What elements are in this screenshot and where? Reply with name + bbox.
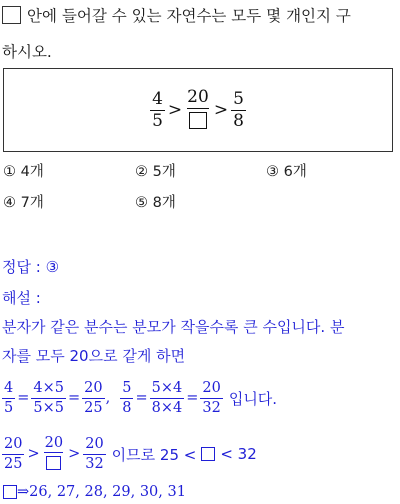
choice-3[interactable]: ③ 6개 <box>266 164 307 180</box>
ineq-end-text: < 32 <box>220 445 257 463</box>
answer-value: ③ <box>45 258 60 276</box>
ineq-frac-i: $\frac{20}{32}$ <box>85 436 104 472</box>
ineq-blank-box-2 <box>201 447 215 461</box>
explanation-label: 해설 : <box>2 289 41 307</box>
eq-frac-a: $\frac{4}{5}$ <box>4 380 14 416</box>
question-line-1 <box>2 4 351 26</box>
greater-than-1: > <box>167 100 183 120</box>
result-values: ⇒26, 27, 28, 29, 30, 31 <box>17 484 186 500</box>
equation-row: $\frac{4}{5}$ = $\frac{4\times 5}{5\times 5}$ = $\frac{20}{25}$ , $\frac{5}{8}$ = $\frac{5\times 4}{8\times 4}$ = $\frac{20}{32}$ 입니다. <box>4 380 278 416</box>
ineq-blank-box <box>46 456 61 470</box>
eq-frac-c: $\frac{20}{25}$ <box>84 380 103 416</box>
ineq-frac-h: 20 <box>43 436 65 473</box>
blank-denominator-box <box>189 112 207 129</box>
answer-blank-box <box>2 6 21 24</box>
eq-frac-d: $\frac{5}{8}$ <box>122 380 132 416</box>
explanation-line-2: 자를 모두 20으로 같게 하면 <box>2 347 186 365</box>
greater-than-2: > <box>213 100 229 120</box>
inequality-row: $\frac{20}{25}$ > 20 > $\frac{20}{32}$ 이므로 25 < < 32 <box>4 434 257 472</box>
answer-label: 정답 : <box>2 258 41 276</box>
choice-4[interactable]: ④ 7개 <box>3 195 44 211</box>
result-row <box>3 484 186 500</box>
result-blank-box <box>3 485 17 499</box>
eq-frac-f: $\frac{20}{32}$ <box>202 380 221 416</box>
eq-tail: 입니다. <box>228 389 278 408</box>
choice-1[interactable]: ① 4개 <box>3 164 44 180</box>
expression-box <box>3 68 393 152</box>
choice-2[interactable]: ② 5개 <box>135 164 176 180</box>
eq-frac-b: $\frac{4\times 5}{5\times 5}$ <box>33 380 64 416</box>
ineq-mid-text: 이므로 25 < <box>111 445 197 464</box>
choice-5[interactable]: ⑤ 8개 <box>135 195 176 211</box>
eq-frac-e: $\frac{5\times 4}{8\times 4}$ <box>151 380 183 416</box>
question-text-1: 안에 들어갈 수 있는 자연수는 모두 몇 개인지 구 <box>27 7 351 25</box>
explanation-line-1: 분자가 같은 분수는 분모가 작을수록 큰 수입니다. 분 <box>2 318 345 336</box>
answer-line <box>2 256 59 277</box>
question-text-2: 하시오. <box>2 43 52 61</box>
fraction-20-blank: 20 <box>185 89 211 132</box>
fraction-4-5: $\frac{4}{5}$ <box>152 88 163 131</box>
fraction-5-8: $\frac{5}{8}$ <box>233 88 244 131</box>
ineq-frac-g: $\frac{20}{25}$ <box>4 436 23 472</box>
